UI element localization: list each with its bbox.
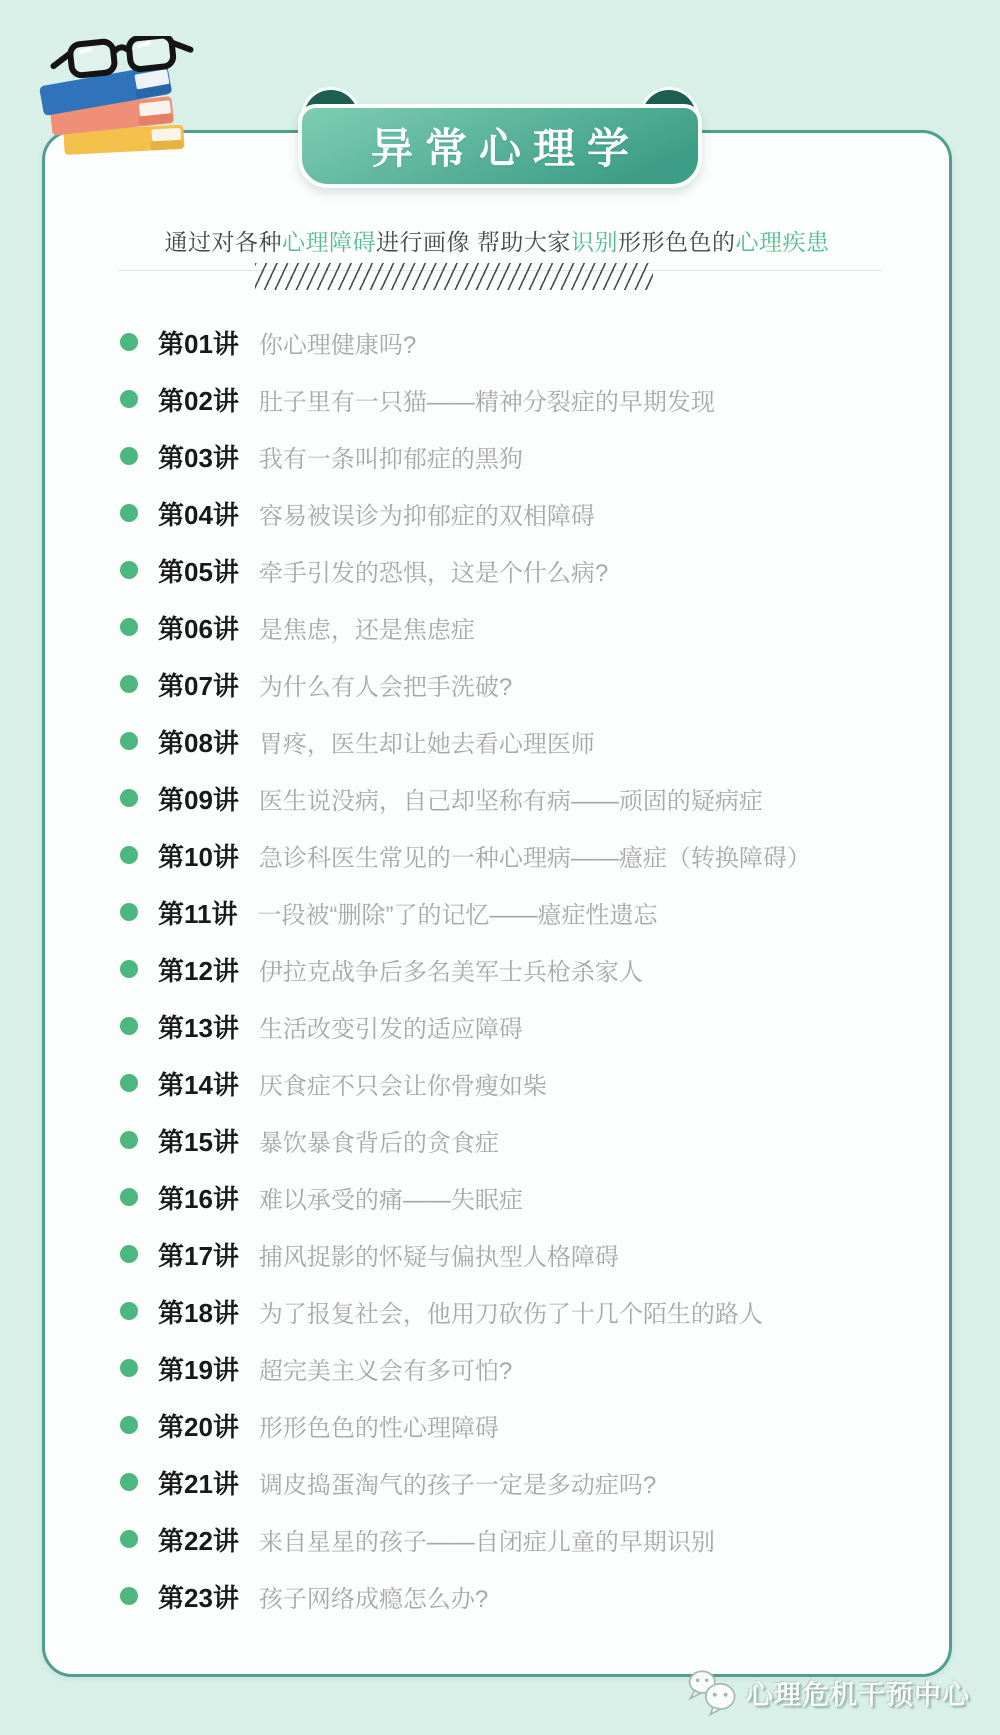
lecture-item xyxy=(120,555,940,585)
lecture-number: 第04讲 xyxy=(158,499,239,530)
bullet-dot-icon xyxy=(120,1473,138,1491)
lecture-number: 第15讲 xyxy=(158,1126,239,1157)
lecture-number: 第06讲 xyxy=(158,613,239,644)
lecture-number: 第07讲 xyxy=(158,670,239,701)
lecture-title: 暴饮暴食背后的贪食症 xyxy=(258,1129,499,1157)
lecture-title: 是焦虑，还是焦虑症 xyxy=(258,616,475,644)
lecture-number: 第23讲 xyxy=(158,1582,239,1613)
lecture-item xyxy=(120,612,940,642)
lecture-title: 生活改变引发的适应障碍 xyxy=(258,1015,523,1043)
lecture-title: 你心理健康吗? xyxy=(258,331,417,359)
lecture-title: 为了报复社会，他用刀砍伤了十几个陌生的路人 xyxy=(258,1300,763,1328)
subtitle-text: 通过对各种 xyxy=(164,229,283,255)
bullet-dot-icon xyxy=(120,789,138,807)
bullet-dot-icon xyxy=(120,1188,138,1206)
lecture-number: 第03讲 xyxy=(158,442,239,473)
bullet-dot-icon xyxy=(120,333,138,351)
lecture-item xyxy=(120,1125,940,1155)
lecture-item xyxy=(120,1524,940,1554)
bullet-dot-icon xyxy=(120,1359,138,1377)
lecture-title: 伊拉克战争后多名美军士兵枪杀家人 xyxy=(258,958,643,986)
lecture-item xyxy=(120,669,940,699)
bullet-dot-icon xyxy=(120,903,138,921)
lecture-item xyxy=(120,441,940,471)
lecture-item xyxy=(120,498,940,528)
title-banner xyxy=(298,88,702,190)
lecture-number: 第19讲 xyxy=(158,1354,239,1385)
lecture-title: 牵手引发的恐惧，这是个什么病? xyxy=(258,559,609,587)
lecture-title: 胃疼，医生却让她去看心理医师 xyxy=(258,730,595,758)
bullet-dot-icon xyxy=(120,447,138,465)
subtitle-highlight: 心理疾患 xyxy=(735,229,830,255)
bullet-dot-icon xyxy=(120,504,138,522)
lecture-title: 孩子网络成瘾怎么办? xyxy=(258,1585,489,1613)
lecture-title: 难以承受的痛——失眠症 xyxy=(258,1186,523,1214)
lecture-title: 容易被误诊为抑郁症的双相障碍 xyxy=(258,502,595,530)
lecture-title: 来自星星的孩子——自闭症儿童的早期识别 xyxy=(258,1528,715,1556)
lecture-item xyxy=(120,1467,940,1497)
lecture-item xyxy=(120,1011,940,1041)
lecture-item xyxy=(120,726,940,756)
page-title: 异常心理学 xyxy=(370,125,641,172)
glasses-icon xyxy=(51,36,191,78)
subtitle-highlight: 识别 xyxy=(570,229,618,255)
lecture-item xyxy=(120,1182,940,1212)
watermark xyxy=(686,1668,970,1716)
lecture-title: 捕风捉影的怀疑与偏执型人格障碍 xyxy=(258,1243,619,1271)
lecture-title: 急诊科医生常见的一种心理病——癔症（转换障碍） xyxy=(258,844,811,872)
lecture-item xyxy=(120,1068,940,1098)
lecture-title: 为什么有人会把手洗破? xyxy=(258,673,513,701)
lecture-item xyxy=(120,897,940,927)
lecture-item xyxy=(120,1239,940,1269)
books-and-glasses-illustration xyxy=(26,36,212,164)
bullet-dot-icon xyxy=(120,1131,138,1149)
bullet-dot-icon xyxy=(120,675,138,693)
subtitle-text: 进行画像 帮助大家 xyxy=(376,229,571,255)
lecture-number: 第08讲 xyxy=(158,727,239,758)
lecture-title: 超完美主义会有多可怕? xyxy=(258,1357,513,1385)
lecture-number: 第01讲 xyxy=(158,328,239,359)
lecture-list xyxy=(120,327,940,1611)
lecture-item xyxy=(120,1296,940,1326)
subtitle-highlight: 心理障碍 xyxy=(282,229,377,255)
lecture-number: 第09讲 xyxy=(158,784,239,815)
bullet-dot-icon xyxy=(120,390,138,408)
lecture-number: 第10讲 xyxy=(158,841,239,872)
lecture-item xyxy=(120,954,940,984)
lecture-number: 第20讲 xyxy=(158,1411,239,1442)
bullet-dot-icon xyxy=(120,960,138,978)
lecture-item xyxy=(120,783,940,813)
lecture-number: 第21讲 xyxy=(158,1468,239,1499)
lecture-title: 一段被“删除”了的记忆——癔症性遗忘 xyxy=(257,901,658,929)
ribbon-body xyxy=(298,104,702,188)
lecture-number: 第02讲 xyxy=(158,385,239,416)
lecture-title: 肚子里有一只猫——精神分裂症的早期发现 xyxy=(258,388,715,416)
bullet-dot-icon xyxy=(120,1587,138,1605)
lecture-number: 第12讲 xyxy=(158,955,239,986)
bullet-dot-icon xyxy=(120,846,138,864)
bullet-dot-icon xyxy=(120,561,138,579)
lecture-number: 第14讲 xyxy=(158,1069,239,1100)
lecture-item xyxy=(120,840,940,870)
bullet-dot-icon xyxy=(120,1302,138,1320)
lecture-number: 第18讲 xyxy=(158,1297,239,1328)
lecture-number: 第22讲 xyxy=(158,1525,239,1556)
lecture-number: 第05讲 xyxy=(158,556,239,587)
lecture-item xyxy=(120,1410,940,1440)
lecture-title: 医生说没病，自己却坚称有病——顽固的疑病症 xyxy=(258,787,763,815)
bullet-dot-icon xyxy=(120,1245,138,1263)
bullet-dot-icon xyxy=(120,618,138,636)
bullet-dot-icon xyxy=(120,1416,138,1434)
bullet-dot-icon xyxy=(120,1530,138,1548)
lecture-title: 形形色色的性心理障碍 xyxy=(258,1414,499,1442)
subtitle-text: 形形色色的 xyxy=(617,229,736,255)
slashes-decoration xyxy=(255,263,653,290)
lecture-item xyxy=(120,1353,940,1383)
lecture-title: 厌食症不只会让你骨瘦如柴 xyxy=(258,1072,547,1100)
watermark-text: 心理危机干预中心 xyxy=(746,1679,970,1710)
lecture-item xyxy=(120,384,940,414)
lecture-title: 我有一条叫抑郁症的黑狗 xyxy=(258,445,523,473)
bullet-dot-icon xyxy=(120,732,138,750)
lecture-number: 第16讲 xyxy=(158,1183,239,1214)
lecture-title: 调皮捣蛋淘气的孩子一定是多动症吗? xyxy=(258,1471,657,1499)
bullet-dot-icon xyxy=(120,1017,138,1035)
lecture-item xyxy=(120,1581,940,1611)
lecture-item xyxy=(120,327,940,357)
subtitle xyxy=(42,224,952,257)
lecture-number: 第11讲 xyxy=(158,898,238,929)
lecture-number: 第13讲 xyxy=(158,1012,239,1043)
lecture-number: 第17讲 xyxy=(158,1240,239,1271)
chat-bubbles-icon xyxy=(686,1668,740,1716)
bullet-dot-icon xyxy=(120,1074,138,1092)
